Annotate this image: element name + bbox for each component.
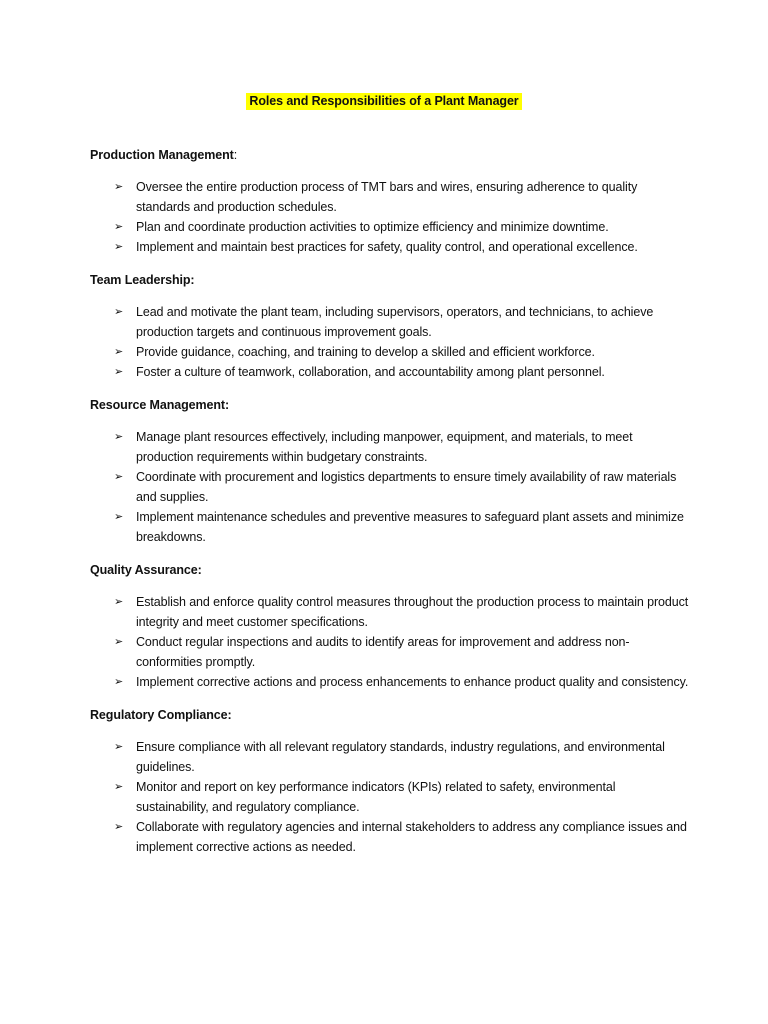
section-heading-suffix: : [233, 148, 238, 162]
arrow-bullet-icon: ➢ [114, 306, 124, 318]
arrow-bullet-icon: ➢ [114, 636, 124, 648]
bullet-list [90, 592, 690, 692]
list-item [90, 237, 690, 257]
list-item-text: Establish and enforce quality control measures throughout the production process to maintain product integrity and meet customer specifications. [136, 595, 689, 629]
arrow-bullet-icon: ➢ [114, 596, 124, 608]
arrow-bullet-icon: ➢ [114, 511, 124, 523]
section-production-management [90, 145, 690, 257]
list-item-text: Oversee the entire production process of TMT bars and wires, ensuring adherence to quality standards and production schedules. [136, 180, 638, 214]
list-item-text: Conduct regular inspections and audits to identify areas for improvement and address non-conformities promptly. [136, 635, 630, 669]
list-item [90, 427, 690, 467]
list-item-text: Coordinate with procurement and logistics departments to ensure timely availability of raw materials and supplies. [136, 470, 677, 504]
list-item-text: Manage plant resources effectively, including manpower, equipment, and materials, to meet production requirements within budgetary constraints. [136, 430, 633, 464]
title-container [0, 92, 768, 110]
section-heading-text: Regulatory Compliance: [90, 708, 232, 722]
list-item [90, 592, 690, 632]
arrow-bullet-icon: ➢ [114, 741, 124, 753]
section-heading [90, 560, 690, 580]
arrow-bullet-icon: ➢ [114, 471, 124, 483]
arrow-bullet-icon: ➢ [114, 221, 124, 233]
bullet-list [90, 737, 690, 857]
list-item [90, 342, 690, 362]
list-item-text: Provide guidance, coaching, and training to develop a skilled and efficient workforce. [136, 345, 595, 359]
list-item [90, 777, 690, 817]
arrow-bullet-icon: ➢ [114, 431, 124, 443]
section-regulatory-compliance [90, 705, 690, 857]
arrow-bullet-icon: ➢ [114, 781, 124, 793]
list-item-text: Implement and maintain best practices for safety, quality control, and operational excellence. [136, 240, 638, 254]
section-heading [90, 705, 690, 725]
section-heading [90, 145, 690, 165]
section-resource-management [90, 395, 690, 547]
list-item [90, 632, 690, 672]
arrow-bullet-icon: ➢ [114, 346, 124, 358]
list-item-text: Implement corrective actions and process enhancements to enhance product quality and consistency. [136, 675, 689, 689]
document-body [90, 145, 690, 857]
arrow-bullet-icon: ➢ [114, 676, 124, 688]
arrow-bullet-icon: ➢ [114, 241, 124, 253]
document-title: Roles and Responsibilities of a Plant Manager [246, 93, 521, 110]
list-item [90, 737, 690, 777]
list-item [90, 817, 690, 857]
list-item-text: Plan and coordinate production activities to optimize efficiency and minimize downtime. [136, 220, 609, 234]
section-heading-text: Quality Assurance: [90, 563, 202, 577]
section-heading-text: Team Leadership: [90, 273, 195, 287]
list-item-text: Lead and motivate the plant team, including supervisors, operators, and technicians, to achieve production targets and continuous improvement goals. [136, 305, 654, 339]
arrow-bullet-icon: ➢ [114, 181, 124, 193]
bullet-list [90, 302, 690, 382]
bullet-list [90, 177, 690, 257]
list-item [90, 362, 690, 382]
section-heading [90, 270, 690, 290]
list-item-text: Monitor and report on key performance indicators (KPIs) related to safety, environmental sustainability, and regulatory compliance. [136, 780, 616, 814]
list-item [90, 217, 690, 237]
list-item-text: Ensure compliance with all relevant regulatory standards, industry regulations, and environmental guidelines. [136, 740, 665, 774]
list-item [90, 672, 690, 692]
section-heading-text: Production Management [90, 148, 234, 162]
list-item-text: Implement maintenance schedules and preventive measures to safeguard plant assets and minimize breakdowns. [136, 510, 684, 544]
bullet-list [90, 427, 690, 547]
list-item [90, 507, 690, 547]
list-item [90, 302, 690, 342]
list-item-text: Collaborate with regulatory agencies and internal stakeholders to address any compliance issues and implement corrective actions as needed. [136, 820, 687, 854]
list-item [90, 177, 690, 217]
section-quality-assurance [90, 560, 690, 692]
list-item-text: Foster a culture of teamwork, collaboration, and accountability among plant personnel. [136, 365, 605, 379]
arrow-bullet-icon: ➢ [114, 366, 124, 378]
section-heading-text: Resource Management: [90, 398, 230, 412]
arrow-bullet-icon: ➢ [114, 821, 124, 833]
section-heading [90, 395, 690, 415]
section-team-leadership [90, 270, 690, 382]
list-item [90, 467, 690, 507]
